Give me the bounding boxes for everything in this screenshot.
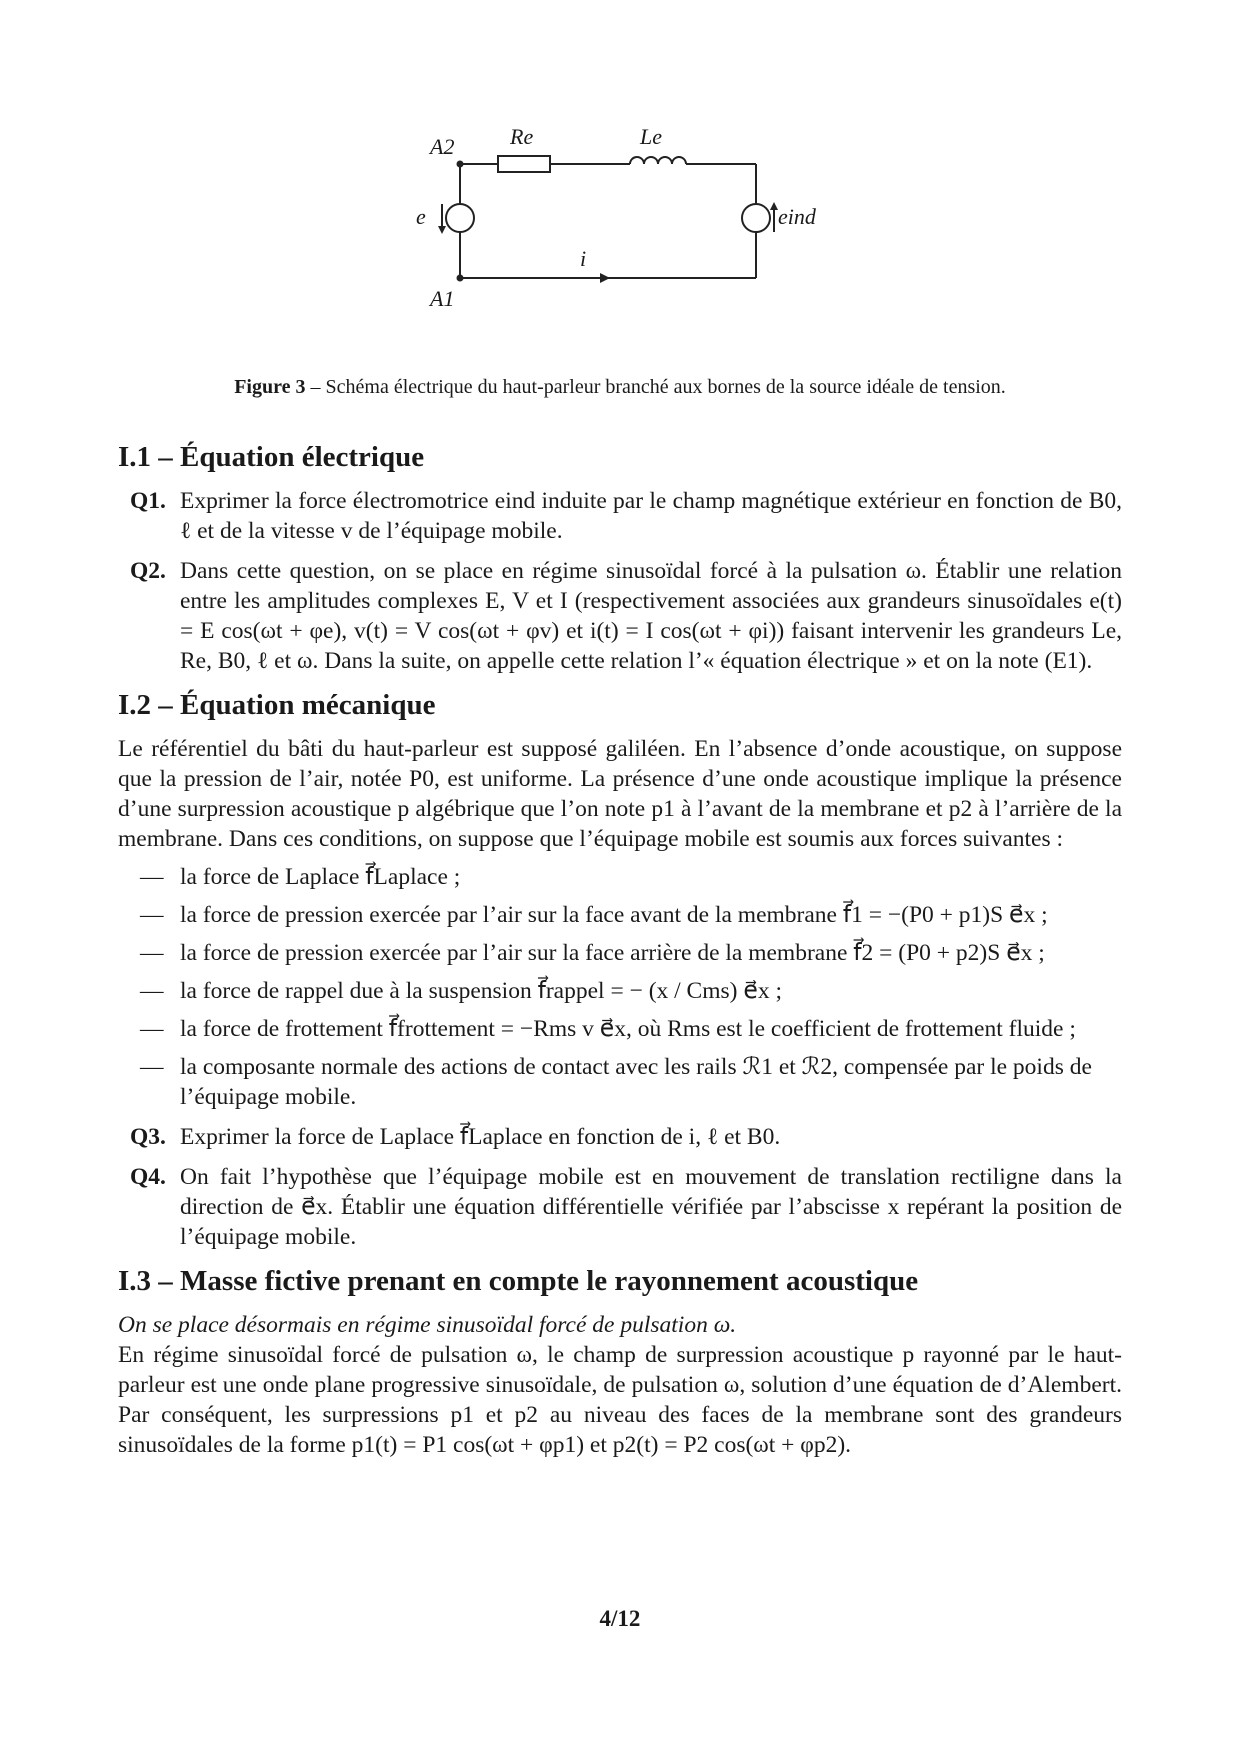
label-re: Re [510,124,534,149]
question-label: Q3. [130,1124,166,1150]
section-3-text: En régime sinusoïdal forcé de pulsation ω, le champ de surpression acoustique p rayonné par le haut-parleur est une onde plane progressive sinusoïdale, de pulsation ω, solution d’une équation de d’Alembert. Par conséquent, les surpressions p1 et p2 au niveau des faces de la membrane sont des grandeurs sinusoïdales de la forme p1(t) = P1 cos(ωt + φp1) et p2(t) = P2 cos(ωt + φp2). [118,1342,1122,1458]
caption-text: – Schéma électrique du haut-parleur branché aux bornes de la source idéale de tension. [305,376,1006,398]
question-label: Q1. [130,488,166,514]
question-text: Exprimer la force de Laplace f⃗Laplace en fonction de i, ℓ et B0. [180,1124,781,1150]
source-e [446,204,474,232]
label-e: e [416,204,426,229]
section-2-intro: Le référentiel du bâti du haut-parleur est supposé galiléen. En l’absence d’onde acoustique, on suppose que la pression de l’air, notée P0, est uniforme. La présence d’une onde acoustique implique la présence d’une surpression acoustique p algébrique que l’on note p1 à l’avant de la membrane et p2 à l’arrière de la membrane. Dans ces conditions, on suppose que l’équipage mobile est soumis aux forces suivantes : [118,736,1122,852]
section-title-2: I.2 – Équation mécanique [118,689,436,721]
inductor-le [630,157,686,164]
list-item: — la force de pression exercée par l’air sur la face avant de la membrane f⃗1 = −(P0 + p1)S e⃗x ; [140,902,1048,928]
label-a2: A2 [430,134,455,159]
list-item: — la force de Laplace f⃗Laplace ; [140,864,461,890]
label-eind: eind [778,204,816,229]
section-title-3: I.3 – Masse fictive prenant en compte le rayonnement acoustique [118,1265,919,1297]
resistor-re [498,156,550,172]
figure-caption [118,376,1122,399]
label-i: i [580,246,587,271]
source-eind [742,204,770,232]
question-label: Q4. [130,1164,166,1190]
list-item: — la force de rappel due à la suspension f⃗rappel = − (x / Cms) e⃗x ; [140,978,782,1004]
section-3-italic: On se place désormais en régime sinusoïdal forcé de pulsation ω. [118,1312,737,1338]
question-q4 [118,1162,1122,1252]
node-a1 [457,275,464,282]
main-content [118,438,1122,1468]
section-title-1: I.1 – Équation électrique [118,441,425,473]
label-a1: A1 [430,286,455,311]
list-item: — la force de pression exercée par l’air sur la face arrière de la membrane f⃗2 = (P0 + p2)S e⃗x ; [140,940,1045,966]
list-item: — la force de frottement f⃗frottement = −Rms v e⃗x, où Rms est le coefficient de frottement fluide ; [140,1016,1076,1042]
question-text: Exprimer la force électromotrice eind induite par le champ magnétique extérieur en fonction de B0, ℓ et de la vitesse v de l’équipage mobile. [180,488,1122,544]
list-item: — la composante normale des actions de contact avec les rails ℛ1 et ℛ2, compensée par le poids de l’équipage mobile. [140,1054,1092,1110]
question-label: Q2. [130,558,166,584]
label-le: Le [640,124,662,149]
current-arrow [600,273,610,283]
question-text: On fait l’hypothèse que l’équipage mobile est en mouvement de translation rectiligne dans la direction de e⃗x. Établir une équation différentielle vérifiée par l’abscisse x repérant la position de l’équipage mobile. [180,1164,1122,1250]
circuit-diagram [416,118,830,358]
question-q2 [118,556,1122,676]
page-number: 4/12 [599,1606,641,1631]
circuit-figure [416,118,830,358]
question-text: Dans cette question, on se place en régime sinusoïdal forcé à la pulsation ω. Établir une relation entre les amplitudes complexes E, V et I (respectivement associées aux grandeurs sinusoïdales e(t) = E cos(ωt + φe), v(t) = V cos(ωt + φv) et i(t) = I cos(ωt + φi)) faisant intervenir les grandeurs Le, Re, B0, ℓ et ω. Dans la suite, on appelle cette relation l’« équation électrique » et on la note (E1). [180,558,1122,674]
node-a2 [457,161,464,168]
question-q3 [118,1122,1122,1152]
forces-list [118,862,1122,1112]
caption-label: Figure 3 [234,376,306,398]
question-q1 [118,486,1122,546]
